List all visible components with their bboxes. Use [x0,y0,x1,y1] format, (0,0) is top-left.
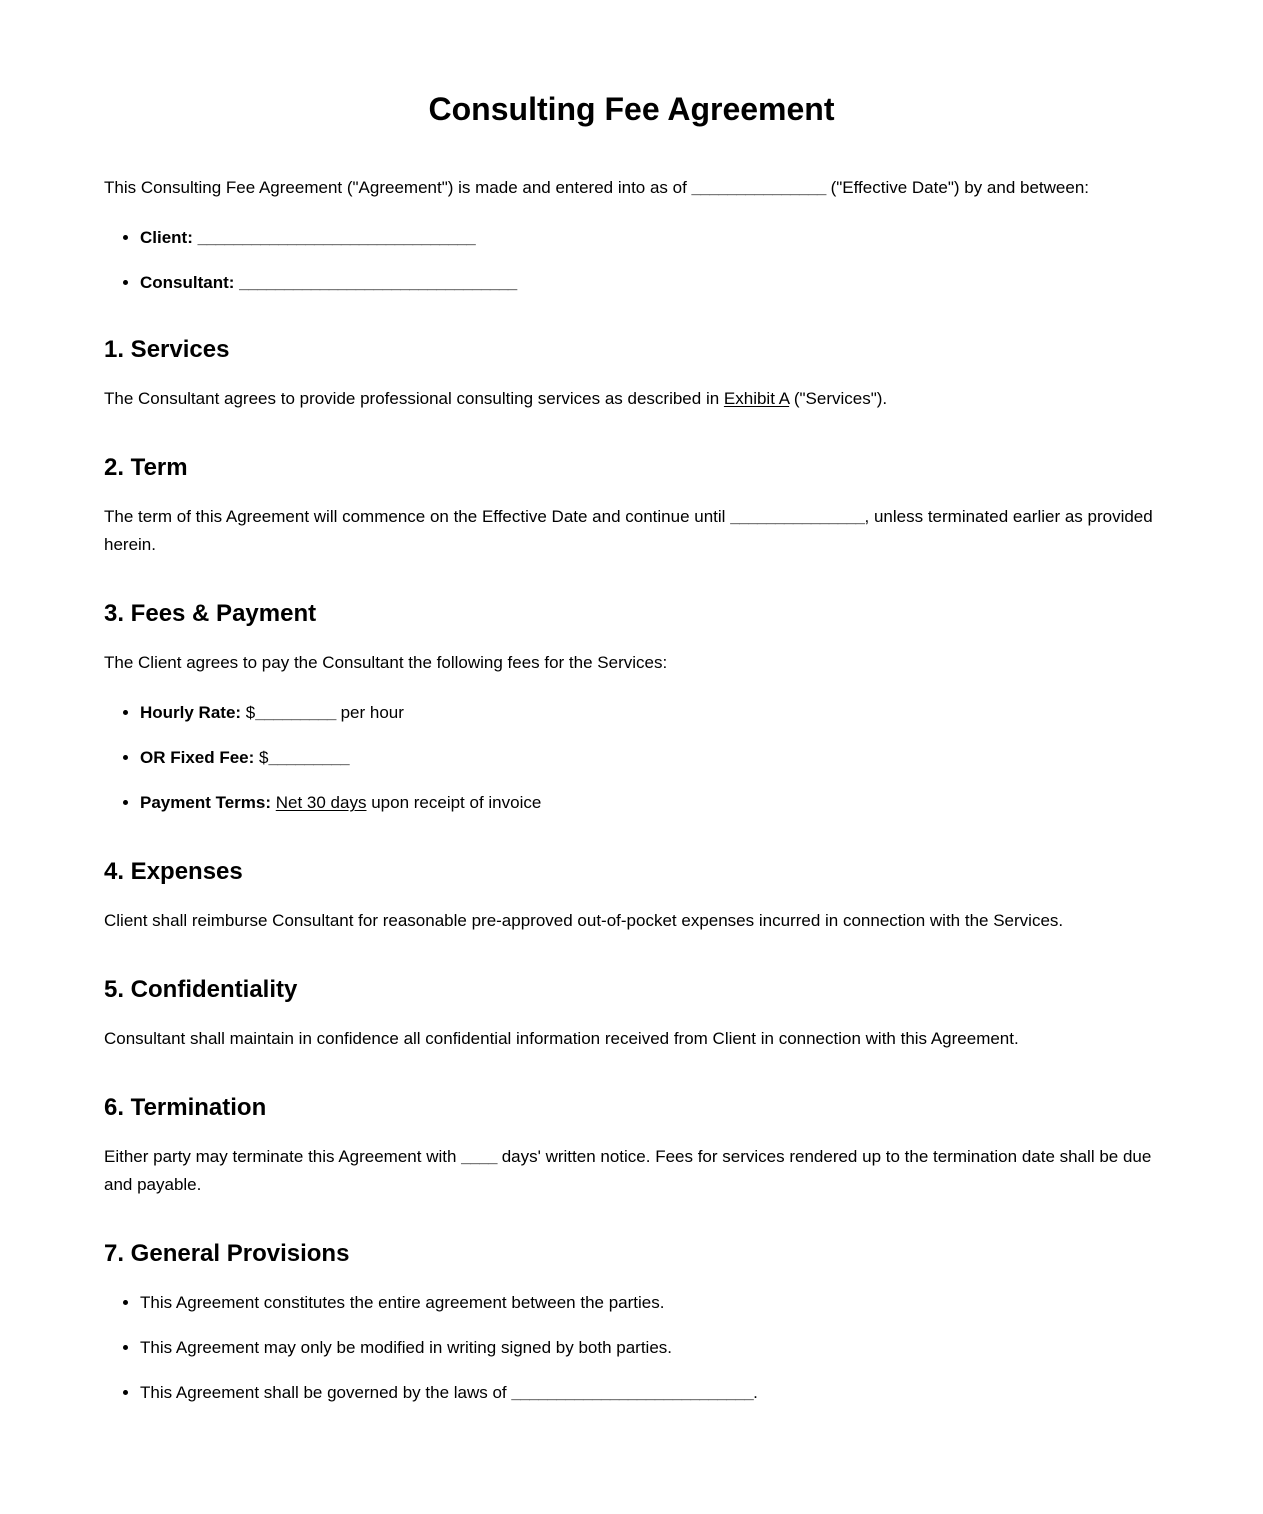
termination-text-after: days' written notice. Fees for services rendered up to the termination date shall be due and payable. [104,1147,1152,1195]
intro-paragraph [104,174,1159,202]
parties-list [104,224,1159,297]
section-body-termination [104,1143,1159,1199]
consultant-label: Consultant: [140,273,235,293]
services-text-before: The Consultant agrees to provide professional consulting services as described in [104,389,724,409]
intro-text-after: ("Effective Date") by and between: [825,178,1089,198]
effective-date-blank[interactable]: _______________ [691,178,826,198]
fixed-fee-currency: $ [254,748,269,768]
hourly-rate-label: Hourly Rate: [140,703,242,723]
section-heading-confidentiality: 5. Confidentiality [104,976,298,1004]
services-text-after: ("Services"). [789,389,888,409]
list-item-consultant [140,269,1159,297]
client-name-blank[interactable]: _______________________________ [197,228,476,248]
payment-terms-label: Payment Terms: [140,793,272,813]
fixed-fee-label: OR Fixed Fee: [140,748,255,768]
fees-list [104,699,1159,817]
general-provisions-list [104,1289,1159,1407]
section-heading-fees-payment: 3. Fees & Payment [104,600,317,628]
section-heading-services: 1. Services [104,336,230,364]
list-item-modification: • This Agreement may only be modified in writing signed by both parties. [140,1334,1159,1362]
payment-terms-value: Net 30 days [275,793,367,813]
governing-law-text-before: This Agreement shall be governed by the laws of [140,1383,512,1403]
exhibit-a-reference: Exhibit A [723,389,790,409]
payment-terms-suffix: upon receipt of invoice [366,793,542,813]
list-item-hourly-rate [140,699,1159,727]
list-item-client [140,224,1159,252]
section-body-confidentiality: Consultant shall maintain in confidence all confidential information received from Client in connection with this Agreement. [104,1029,1019,1049]
term-text-after: , unless terminated earlier as provided herein. [104,507,1153,555]
list-item-entire-agreement: • This Agreement constitutes the entire agreement between the parties. [140,1289,1159,1317]
section-heading-expenses: 4. Expenses [104,858,243,886]
section-heading-term: 2. Term [104,454,188,482]
fixed-fee-blank[interactable]: _________ [268,748,350,768]
intro-paragraph-wrapper [104,174,1159,202]
list-item-fixed-fee [140,744,1159,772]
client-label: Client: [140,228,193,248]
section-heading-termination: 6. Termination [104,1094,267,1122]
hourly-rate-suffix: per hour [335,703,404,723]
section-body-term [104,503,1159,559]
list-item-governing-law [140,1379,1159,1407]
intro-text-before: This Consulting Fee Agreement ("Agreement") is made and entered into as of [104,178,692,198]
page-title: Consulting Fee Agreement [428,91,835,127]
governing-law-text-after: . [753,1383,758,1403]
consultant-name-blank[interactable]: _______________________________ [239,273,517,293]
hourly-rate-currency: $ [241,703,256,723]
section-body-services [104,385,1159,413]
list-item-payment-terms [140,789,1159,817]
section-body-expenses: Client shall reimburse Consultant for reasonable pre-approved out-of-pocket expenses incurred in connection with the Services. [104,911,1064,931]
governing-law-blank[interactable]: ___________________________ [511,1383,754,1403]
term-end-date-blank[interactable]: _______________ [730,507,865,527]
term-text-before: The term of this Agreement will commence on the Effective Date and continue until [104,507,731,527]
section-heading-general-provisions: 7. General Provisions [104,1240,350,1268]
hourly-rate-blank[interactable]: _________ [255,703,336,723]
termination-notice-days-blank[interactable]: ____ [461,1147,497,1167]
fees-lead-in-text: The Client agrees to pay the Consultant the following fees for the Services: [104,653,668,673]
termination-text-before: Either party may terminate this Agreement with [104,1147,462,1167]
